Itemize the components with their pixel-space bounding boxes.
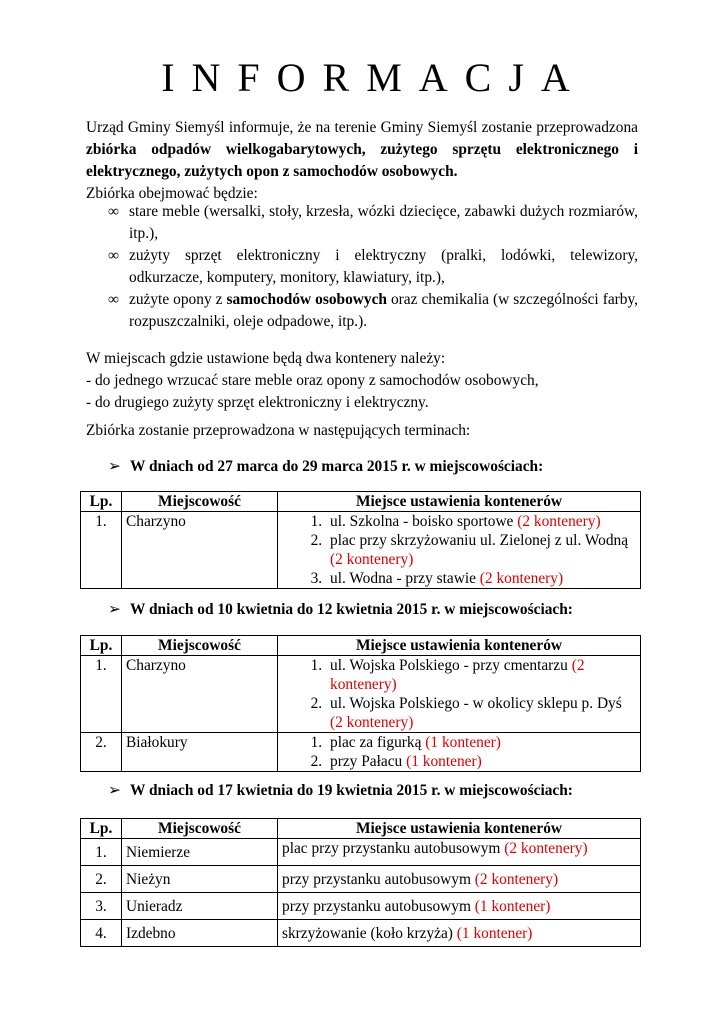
- header-location: Miejsce ustawienia kontenerów: [278, 819, 641, 839]
- list-item: [326, 512, 636, 531]
- bullet-text: zużyty sprzęt elektroniczny i elektryczny (pralki, lodówki, telewizory, odkurzacze, komputery, monitory, klawiatury, itp.),: [129, 247, 638, 286]
- container-count: (2 kontenery): [330, 657, 585, 693]
- table-row: [81, 839, 641, 866]
- page-title: INFORMACJA: [161, 55, 587, 100]
- schedule-table-3: [80, 818, 641, 947]
- period-heading-3: [108, 780, 573, 802]
- period-heading-text: W dniach od 10 kwietnia do 12 kwietnia 2015 r. w miejscowościach:: [130, 601, 573, 618]
- scope-text: Zbiórka obejmować będzie:: [86, 185, 258, 202]
- cell-place: Charzyno: [122, 512, 278, 589]
- table-row: [81, 512, 641, 589]
- containers-line-1: W miejscach gdzie ustawione będą dwa kontenery należy:: [86, 350, 446, 367]
- cell-location: [278, 893, 641, 920]
- arrow-bullet-icon: ➢: [108, 782, 121, 799]
- location-text: ul. Wojska Polskiego - przy cmentarzu: [330, 657, 572, 674]
- list-item: [326, 694, 636, 732]
- cell-lp: 2.: [81, 866, 122, 893]
- header-lp: Lp.: [81, 492, 122, 512]
- list-item: [326, 569, 636, 588]
- schedule-table-1: [80, 491, 641, 589]
- bullet-text: [129, 289, 638, 333]
- location-text: przy przystanku autobusowym: [282, 897, 475, 915]
- table-header-row: [81, 819, 641, 839]
- table-header-row: [81, 636, 641, 656]
- intro-paragraph: [86, 117, 638, 205]
- cell-lp: 1.: [81, 512, 122, 589]
- table-header-row: [81, 492, 641, 512]
- container-count: (2 kontenery): [517, 513, 601, 530]
- cell-place: Niemierze: [122, 839, 278, 866]
- cell-lp: 2.: [81, 733, 122, 772]
- arrow-bullet-icon: ➢: [108, 601, 121, 618]
- infinity-bullet-icon: ∞: [108, 291, 119, 308]
- cell-location: [278, 920, 641, 947]
- bullet-text-bold: samochodów osobowych: [226, 291, 387, 308]
- header-place: Miejscowość: [122, 492, 278, 512]
- container-count: (1 kontener): [425, 734, 501, 751]
- container-count: (2 kontenery): [330, 551, 414, 568]
- cell-place: Unieradz: [122, 893, 278, 920]
- header-location: Miejsce ustawienia kontenerów: [278, 492, 641, 512]
- infinity-bullet-icon: ∞: [108, 203, 119, 220]
- header-location: Miejsce ustawienia kontenerów: [278, 636, 641, 656]
- table-row: [81, 656, 641, 733]
- period-heading-text: W dniach od 27 marca do 29 marca 2015 r. w miejscowościach:: [130, 458, 544, 475]
- cell-location: [278, 839, 641, 866]
- header-place: Miejscowość: [122, 819, 278, 839]
- containers-line-3: - do drugiego zużyty sprzęt elektroniczny i elektryczny.: [86, 394, 429, 411]
- period-heading-text: W dniach od 17 kwietnia do 19 kwietnia 2015 r. w miejscowościach:: [130, 782, 573, 799]
- cell-lp: 1.: [81, 656, 122, 733]
- location-text: skrzyżowanie (koło krzyża): [282, 924, 457, 942]
- cell-location: [278, 866, 641, 893]
- table-row: [81, 733, 641, 772]
- container-count: (2 kontenery): [504, 840, 588, 857]
- container-count: (1 kontener): [456, 924, 533, 942]
- location-text: plac przy przystanku autobusowym: [282, 840, 505, 857]
- cell-locations: [278, 512, 641, 589]
- cell-place: Charzyno: [122, 656, 278, 733]
- cell-locations: [278, 656, 641, 733]
- location-text: ul. Szkolna - boisko sportowe: [330, 513, 518, 530]
- cell-locations: [278, 733, 641, 772]
- infinity-bullet-icon: ∞: [108, 247, 119, 264]
- table-row: [81, 920, 641, 947]
- bullet-text-part: oraz chemikalia (w szczególności farby, rozpuszczalniki, oleje odpadowe, itp.).: [129, 291, 639, 330]
- list-item: [326, 733, 636, 752]
- container-count: (2 kontenery): [330, 714, 414, 731]
- arrow-bullet-icon: ➢: [108, 458, 121, 475]
- schedule-intro: Zbiórka zostanie przeprowadzona w następujących terminach:: [86, 422, 471, 439]
- containers-line-2: - do jednego wrzucać stare meble oraz opony z samochodów osobowych,: [86, 372, 539, 389]
- intro-bold-text: zbiórka odpadów wielkogabarytowych, zużytego sprzętu elektronicznego i elektrycznego, zużytych opon z samochodów osobowych.: [86, 141, 638, 180]
- container-count: (2 kontenery): [479, 570, 564, 587]
- cell-place: Białokury: [122, 733, 278, 772]
- header-place: Miejscowość: [122, 636, 278, 656]
- cell-place: Izdebno: [122, 920, 278, 947]
- intro-text: Urząd Gminy Siemyśl informuje, że na terenie Gminy Siemyśl zostanie przeprowadzona: [86, 119, 638, 136]
- header-lp: Lp.: [81, 636, 122, 656]
- header-lp: Lp.: [81, 819, 122, 839]
- cell-lp: 3.: [81, 893, 122, 920]
- container-count: (2 kontenery): [474, 870, 559, 888]
- period-heading-1: [108, 456, 543, 478]
- cell-lp: 4.: [81, 920, 122, 947]
- list-item: [326, 752, 636, 771]
- bullet-text: stare meble (wersalki, stoły, krzesła, wózki dziecięce, zabawki dużych rozmiarów, itp.),: [129, 203, 638, 242]
- location-text: ul. Wodna - przy stawie: [330, 570, 480, 587]
- list-item: [326, 531, 636, 569]
- schedule-table-2: [80, 635, 641, 772]
- location-text: plac za figurką: [330, 734, 426, 751]
- cell-place: Nieżyn: [122, 866, 278, 893]
- container-count: (1 kontener): [474, 897, 551, 915]
- container-count: (1 kontener): [406, 753, 482, 770]
- location-text: przy Pałacu: [330, 753, 407, 770]
- cell-lp: 1.: [81, 839, 122, 866]
- list-item: [326, 656, 636, 694]
- location-text: plac przy skrzyżowaniu ul. Zielonej z ul. Wodną: [330, 532, 629, 549]
- table-row: [81, 893, 641, 920]
- period-heading-2: [108, 599, 573, 621]
- location-text: ul. Wojska Polskiego - w okolicy sklepu p. Dyś: [330, 695, 622, 712]
- location-text: przy przystanku autobusowym: [282, 870, 475, 888]
- bullet-text-part: zużyte opony z: [129, 291, 227, 308]
- table-row: [81, 866, 641, 893]
